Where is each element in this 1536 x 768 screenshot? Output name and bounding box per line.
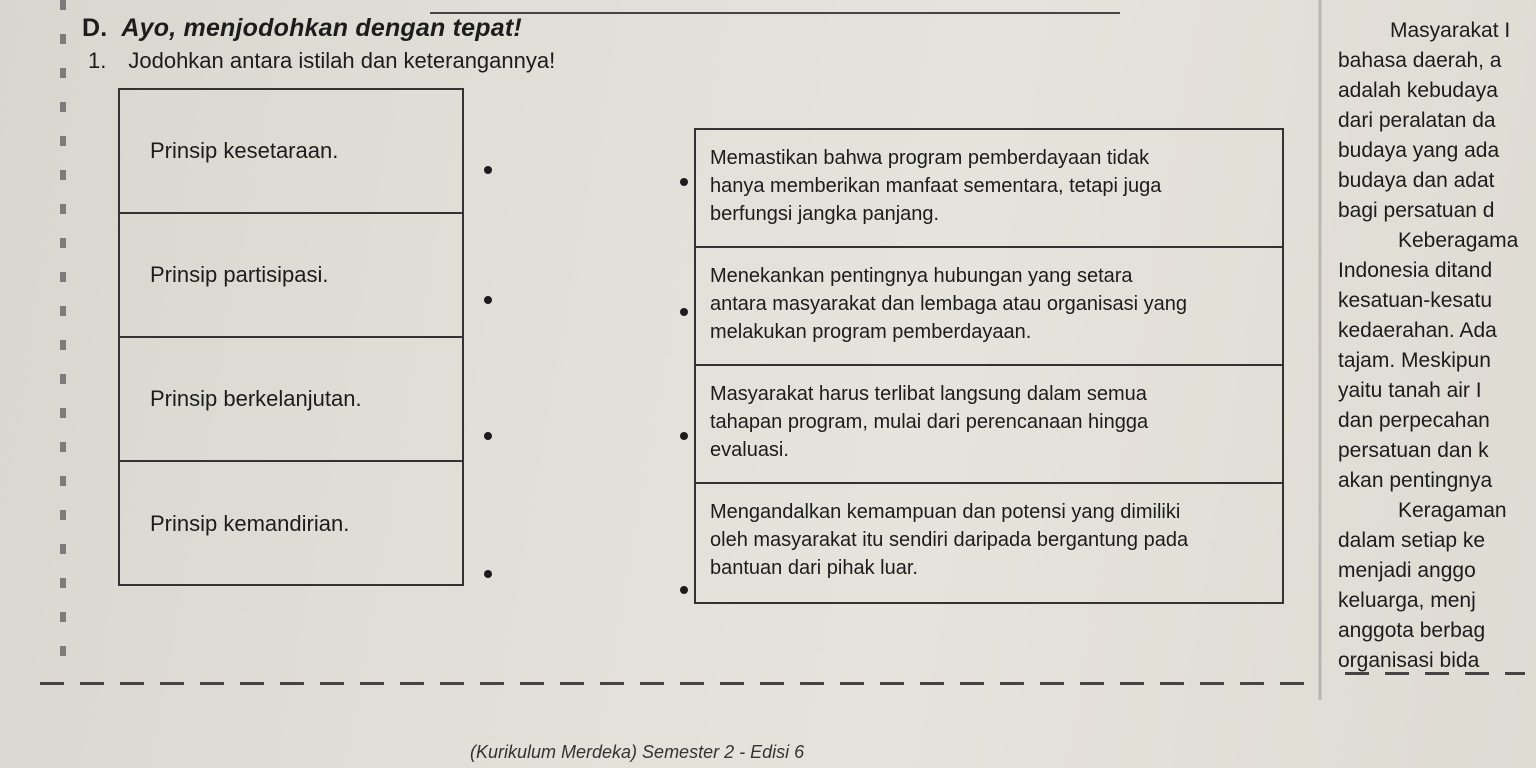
book-spine — [1318, 0, 1322, 700]
side-line: Indonesia ditand — [1338, 259, 1493, 282]
side-line: organisasi bida — [1338, 649, 1480, 672]
section-heading — [82, 14, 522, 43]
description-line: Menekankan pentingnya hubungan yang setara — [710, 265, 1133, 287]
side-line: dari peralatan da — [1338, 109, 1496, 132]
term-cell — [120, 214, 462, 338]
left-margin-dashes — [60, 0, 66, 660]
description-line: oleh masyarakat itu sendiri daripada bergantung pada — [710, 529, 1189, 551]
term-text: Prinsip partisipasi. — [150, 262, 329, 287]
page-footer: (Kurikulum Merdeka) Semester 2 - Edisi 6 — [470, 742, 805, 762]
description-line: hanya memberikan manfaat sementara, tetapi juga — [710, 175, 1162, 197]
description-line: Mengandalkan kemampuan dan potensi yang dimiliki — [710, 501, 1181, 523]
description-line: berfungsi jangka panjang. — [710, 203, 940, 225]
term-cell — [120, 462, 462, 586]
term-connector-dot[interactable] — [484, 166, 492, 174]
description-connector-dot[interactable] — [680, 308, 688, 316]
side-line: Keragaman — [1398, 499, 1507, 522]
description-line: evaluasi. — [710, 439, 789, 461]
description-line: tahapan program, mulai dari perencanaan hingga — [710, 411, 1149, 433]
term-cell — [120, 338, 462, 462]
side-line: bahasa daerah, a — [1338, 49, 1502, 72]
term-cell — [120, 90, 462, 214]
description-line: melakukan program pemberdayaan. — [710, 321, 1032, 343]
section-title: Ayo, menjodohkan dengan tepat! — [121, 14, 522, 42]
term-connector-dot[interactable] — [484, 432, 492, 440]
question-text: Jodohkan antara istilah dan keterangannya! — [128, 48, 556, 73]
side-line: bagi persatuan d — [1338, 199, 1495, 222]
question-number: 1. — [88, 48, 107, 73]
description-line: bantuan dari pihak luar. — [710, 557, 918, 579]
description-line: Masyarakat harus terlibat langsung dalam semua — [710, 383, 1147, 405]
side-line: budaya yang ada — [1338, 139, 1500, 162]
side-line: adalah kebudaya — [1338, 79, 1498, 102]
side-line: yaitu tanah air I — [1338, 379, 1482, 402]
side-line: Keberagama — [1398, 229, 1519, 252]
top-rule — [430, 12, 1120, 14]
side-line: budaya dan adat — [1338, 169, 1495, 192]
description-cell — [696, 248, 1282, 366]
side-line: tajam. Meskipun — [1338, 349, 1491, 372]
side-line: menjadi anggo — [1338, 559, 1476, 582]
question-instruction — [88, 48, 555, 74]
term-connector-dot[interactable] — [484, 570, 492, 578]
side-line: dalam setiap ke — [1338, 529, 1486, 552]
terms-table — [118, 88, 464, 586]
side-line: anggota berbag — [1338, 619, 1486, 642]
description-cell — [696, 366, 1282, 484]
term-text: Prinsip berkelanjutan. — [150, 386, 362, 411]
side-line: akan pentingnya — [1338, 469, 1493, 492]
term-connector-dot[interactable] — [484, 296, 492, 304]
adjacent-page-text — [1338, 16, 1536, 676]
description-connector-dot[interactable] — [680, 178, 688, 186]
section-letter: D. — [82, 14, 108, 42]
bottom-border-dashes — [40, 682, 1320, 685]
description-line: antara masyarakat dan lembaga atau organisasi yang — [710, 293, 1187, 315]
term-text: Prinsip kesetaraan. — [150, 138, 339, 163]
descriptions-table — [694, 128, 1284, 604]
description-line: Memastikan bahwa program pemberdayaan tidak — [710, 147, 1150, 169]
description-cell — [696, 130, 1282, 248]
side-line: keluarga, menj — [1338, 589, 1476, 612]
description-cell — [696, 484, 1282, 602]
side-line: kedaerahan. Ada — [1338, 319, 1497, 342]
side-line: kesatuan-kesatu — [1338, 289, 1493, 312]
side-line: persatuan dan k — [1338, 439, 1489, 462]
description-connector-dot[interactable] — [680, 586, 688, 594]
side-line: dan perpecahan — [1338, 409, 1490, 432]
description-connector-dot[interactable] — [680, 432, 688, 440]
term-text: Prinsip kemandirian. — [150, 511, 350, 536]
side-line: Masyarakat I — [1390, 19, 1511, 42]
